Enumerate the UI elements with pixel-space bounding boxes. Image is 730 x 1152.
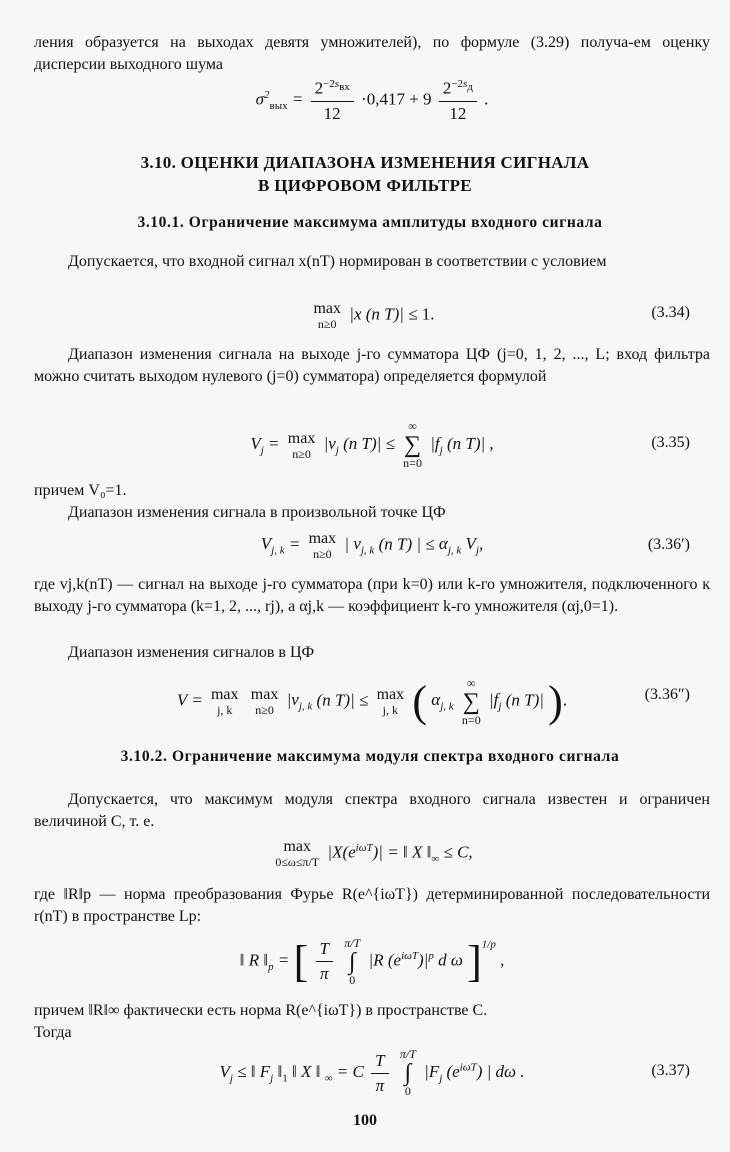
section-heading-3-10-line2: В ЦИФРОВОМ ФИЛЬТРЕ (258, 176, 472, 195)
formula-3-35: $V_j$ = max n≥0 $|v_j$ (n T)| ≤ ∞ ∑ n=0 $|f_j$ (n T)| , (3.35) (250, 419, 690, 470)
formula-3-36-double-prime: V = max j, k max n≥0 $|v_{j, k}$ (n T)| ≤ max j, k ( $\alpha_{j, k}$ ∞ ∑ n=0 $|f_j$ (n T)| ). (3.36″) (176, 675, 690, 727)
paragraph-input-normalized: Допускается, что входной сигнал x(nT) нормирован в соответствии с условием (68, 253, 607, 270)
formula-3-34: max n≥0 |x (n T)| ≤ 1. (3.34) (313, 300, 690, 331)
section-heading-3-10-line1: 3.10. ОЦЕНКИ ДИАПАЗОНА ИЗМЕНЕНИЯ СИГНАЛА (140, 153, 590, 172)
equation-number-3-34: (3.34) (651, 304, 690, 321)
paragraph-spectrum-bounded: Допускается, что максимум модуля спектра входного сигнала известен и ограничен величиной C, т. е. (34, 791, 710, 830)
paragraph-range-signals: Диапазон изменения сигналов в ЦФ (68, 644, 315, 661)
formula-output-noise-variance: $\sigma^2_{вых}$ = $\frac{2^{-2s_{вх}}}{12}$ ·0,417 + 9 $\frac{2^{-2s_д}}{12}$ . (255, 78, 489, 123)
equation-number-3-35: (3.35) (651, 434, 690, 451)
paragraph-where-norm: где ‖R‖p — норма преобразования Фурье R(e^{iωT}) детерминированной последовательности r(nT) в пространстве Lp: (34, 886, 710, 925)
paragraph-where-v: где vj,k(nT) — сигнал на выходе j-го сумматора (при k=0) или k-го умножителя, подключенного к выходу j-го сумматора (k=1, 2, ..., rj), а αj,k — коэффициент k-го умножителя (αj,0=1). (34, 576, 710, 615)
paragraph-norm-inf: причем ‖R‖∞ фактически есть норма R(e^{iωT}) в пространстве C. (34, 1002, 488, 1019)
formula-norm-p: ‖ R $‖_p$ = [ $\frac{T}{\pi}$ π/T ∫ 0 |R $(e^{i\omega T})|^p$ d ω ]$^{1/p}$ , (239, 935, 505, 987)
paragraph-arbitrary-point: Диапазон изменения сигнала в произвольной точке ЦФ (68, 504, 446, 521)
subsection-heading-3-10-1: 3.10.1. Ограничение максимума амплитуды входного сигнала (137, 214, 603, 231)
paragraph-intro: ления образуется на выходах девятя умножителей), по формуле (3.29) получа-ем оценку дисперсии выходного шума (34, 34, 710, 73)
formula-3-36-prime: $V_{j, k}$ = max n≥0 | $v_{j, k}$ (n T) | ≤ $\alpha_{j, k}$ $V_j$, (3.36′) (260, 530, 690, 561)
page-number: 100 (353, 1112, 377, 1129)
equation-number-3-36-double-prime: (3.36″) (644, 686, 690, 703)
formula-spectrum-max: max 0≤ω≤π/T $|X(e^{i\omega T})|$ = ‖ X $‖_\infty \le C$, (275, 838, 473, 869)
equation-number-3-36-prime: (3.36′) (647, 536, 690, 553)
equation-number-3-37: (3.37) (651, 1062, 690, 1079)
subsection-heading-3-10-2: 3.10.2. Ограничение максимума модуля спектра входного сигнала (120, 748, 620, 765)
paragraph-then: Тогда (34, 1024, 72, 1041)
paragraph-v0: причем V₀=1. (34, 482, 127, 499)
paragraph-adder-range: Диапазон изменения сигнала на выходе j-го сумматора ЦФ (j=0, 1, 2, ..., L; вход фильтра можно считать выходом нулевого (j=0) сумматора) определяется формулой (34, 346, 710, 385)
formula-3-37: $V_j$ ≤ ‖ $F_j$ $‖_1$ ‖ X ‖ $_\infty$ = C $\frac{T}{\pi}$ π/T ∫ 0 $|F_j$ $(e^{i\omega T})$ | dω . (3.37) (219, 1047, 690, 1098)
